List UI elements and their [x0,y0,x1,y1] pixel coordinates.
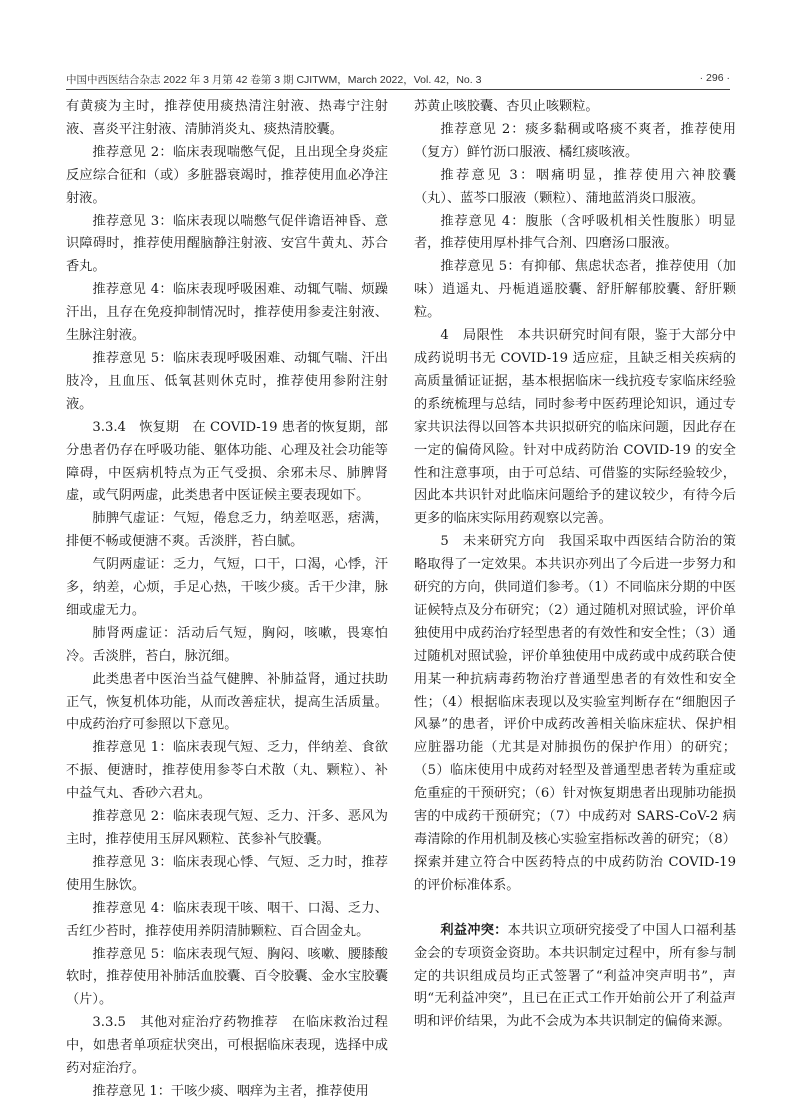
conflict-label: 利益冲突： [440,922,508,938]
recommendation: 推荐意见 3：咽痛明显，推荐使用六神胶囊（丸）、蓝芩口服液（颗粒）、蒲地蓝消炎口服液。 [414,167,736,206]
recommendation: 推荐意见 1：干咳少痰、咽痒为主者，推荐使用 [92,1083,369,1099]
paragraph: 苏黄止咳胶囊、杏贝止咳颗粒。 [414,99,599,114]
recommendation: 推荐意见 5：临床表现呼吸困难、动辄气喘、汗出肢冷，且血压、低氧甚则休克时，推荐使用参附注射液。 [66,350,388,412]
recommendation: 推荐意见 3：临床表现心悸、气短、乏力时，推荐使用生脉饮。 [66,854,388,893]
recommendation: 推荐意见 2：痰多黏稠或咯痰不爽者，推荐使用（复方）鲜竹沥口服液、橘红痰咳液。 [414,121,736,160]
running-header [66,68,730,90]
section-3-3-4: 3.3.4 恢复期 在 COVID-19 患者的恢复期，部分患者仍存在呼吸功能、躯体功能、心理及社会功能等障碍，中医病机特点为正气受损、余邪未尽、肺脾肾虚，或气阴两虚，此类患者中医证候主要表现如下。 [66,419,388,504]
header-divider [66,89,730,90]
paragraph: 此类患者中医治当益气健脾、补肺益肾，通过扶助正气，恢复机体功能，从而改善症状，提高生活质量。中成药治疗可参照以下意见。 [66,671,388,733]
section-3-3-5: 3.3.5 其他对症治疗药物推荐 在临床救治过程中，如患者单项症状突出，可根据临床表现，选择中成药对症治疗。 [66,1015,388,1077]
recommendation: 推荐意见 1：临床表现气短、乏力，伴纳差、食欲不振、便溏时，推荐使用参苓白术散（丸、颗粒）、补中益气丸、香砂六君丸。 [66,740,388,802]
section-4-limitations: 4 局限性 本共识研究时间有限，鉴于大部分中成药说明书无 COVID-19 适应症，且缺乏相关疾病的高质量循证证据，基本根据临床一线抗疫专家临床经验的系统梳理与总结，同时参考中医药理论知识，通过专家共识法得以回答本共识拟研究的临床问题，因此存在一定的偏倚风险。针对中成药防治 COVID-19 的安全性和注意事项，由于可总结、可借鉴的实际经验较少，因此本共识针对此临床问题给予的建议较少，有待今后更多的临床实际用药观察以完善。 [414,328,736,527]
paragraph: 有黄痰为主时，推荐使用痰热清注射液、热毒宁注射液、喜炎平注射液、清肺消炎丸、痰热清胶囊。 [66,99,388,137]
recommendation: 推荐意见 4：临床表现呼吸困难、动辄气喘、烦躁汗出，且存在免疫抑制情况时，推荐使用参麦注射液、生脉注射液。 [66,282,388,344]
journal-citation: 中国中西医结合杂志 2022 年 3 月第 42 卷第 3 期 CJITWM，March 2022，Vol. 42，No. 3 [66,74,482,86]
recommendation: 推荐意见 4：腹胀（含呼吸机相关性腹胀）明显者，推荐使用厚朴排气合剂、四磨汤口服液。 [414,213,736,252]
section-5-future-directions: 5 未来研究方向 我国采取中西医结合防治的策略取得了一定效果。本共识亦列出了今后进一步努力和研究的方向，供同道们参考。（1）不同临床分期的中医证候特点及分布研究；（2）通过随机对照试验，评价单独使用中成药治疗轻型患者的有效性和安全性；（3）通过随机对照试验，评价单独使用中成药或中成药联合使用某一种抗病毒药物治疗普通型患者的有效性和安全性；（4）根据临床表现以及实验室判断存在“细胞因子风暴”的患者，评价中成药改善相关临床症状、保护相应脏器功能（尤其是对肺损伤的保护作用）的研究；（5）临床使用中成药对轻型及普通型患者转为重症或危重症的干预研究；（6）针对恢复期患者出现肺功能损害的中成药干预研究；（7）中成药对 SARS-CoV-2 病毒清除的作用机制及核心实验室指标改善的研究；（8）探索并建立符合中医药特点的中成药防治 COVID-19 的评价标准体系。 [414,534,736,893]
conflict-text: 本共识立项研究接受了中国人口福利基金会的专项资金资助。本共识制定过程中，所有参与制定的共识组成员均正式签署了“利益冲突声明书”，声明“无利益冲突”，且已在正式工作开始前公开了利益声明和评价结果，为此不会成为本共识制定的偏倚来源。 [414,922,737,1030]
conflict-of-interest [414,920,736,1035]
page-number: · 296 · [699,72,730,84]
spacer [414,898,736,920]
syndrome-paragraph: 气阴两虚证：乏力，气短，口干，口渴，心悸，汗多，纳差，心烦，手足心热，干咳少痰。舌干少津，脉细或虚无力。 [66,557,388,618]
syndrome-paragraph: 肺脾气虚证：气短，倦怠乏力，纳差呕恶，痞满，排便不畅或便溏不爽。舌淡胖，苔白腻。 [66,511,388,550]
recommendation: 推荐意见 3：临床表现以喘憋气促伴谵语神昏、意识障碍时，推荐使用醒脑静注射液、安宫牛黄丸、苏合香丸。 [66,213,388,275]
right-column [414,96,736,1034]
recommendation: 推荐意见 5：临床表现气短、胸闷、咳嗽、腰膝酸软时，推荐使用补肺活血胶囊、百令胶囊、金水宝胶囊（片）。 [66,946,388,1008]
recommendation: 推荐意见 4：临床表现干咳、咽干、口渴、乏力、舌红少苔时，推荐使用养阴清肺颗粒、百合固金丸。 [66,900,388,939]
recommendation: 推荐意见 2：临床表现喘憋气促，且出现全身炎症反应综合征和（或）多脏器衰竭时，推荐使用血必净注射液。 [66,144,388,206]
recommendation: 推荐意见 2：临床表现气短、乏力、汗多、恶风为主时，推荐使用玉屏风颗粒、芪参补气胶囊。 [66,809,388,847]
recommendation: 推荐意见 5：有抑郁、焦虑状态者，推荐使用（加味）逍遥丸、丹栀逍遥胶囊、舒肝解郁胶囊、舒肝颗粒。 [414,259,736,321]
syndrome-paragraph: 肺肾两虚证：活动后气短，胸闷，咳嗽，畏寒怕冷。舌淡胖，苔白，脉沉细。 [66,625,388,664]
left-column [66,96,388,1104]
